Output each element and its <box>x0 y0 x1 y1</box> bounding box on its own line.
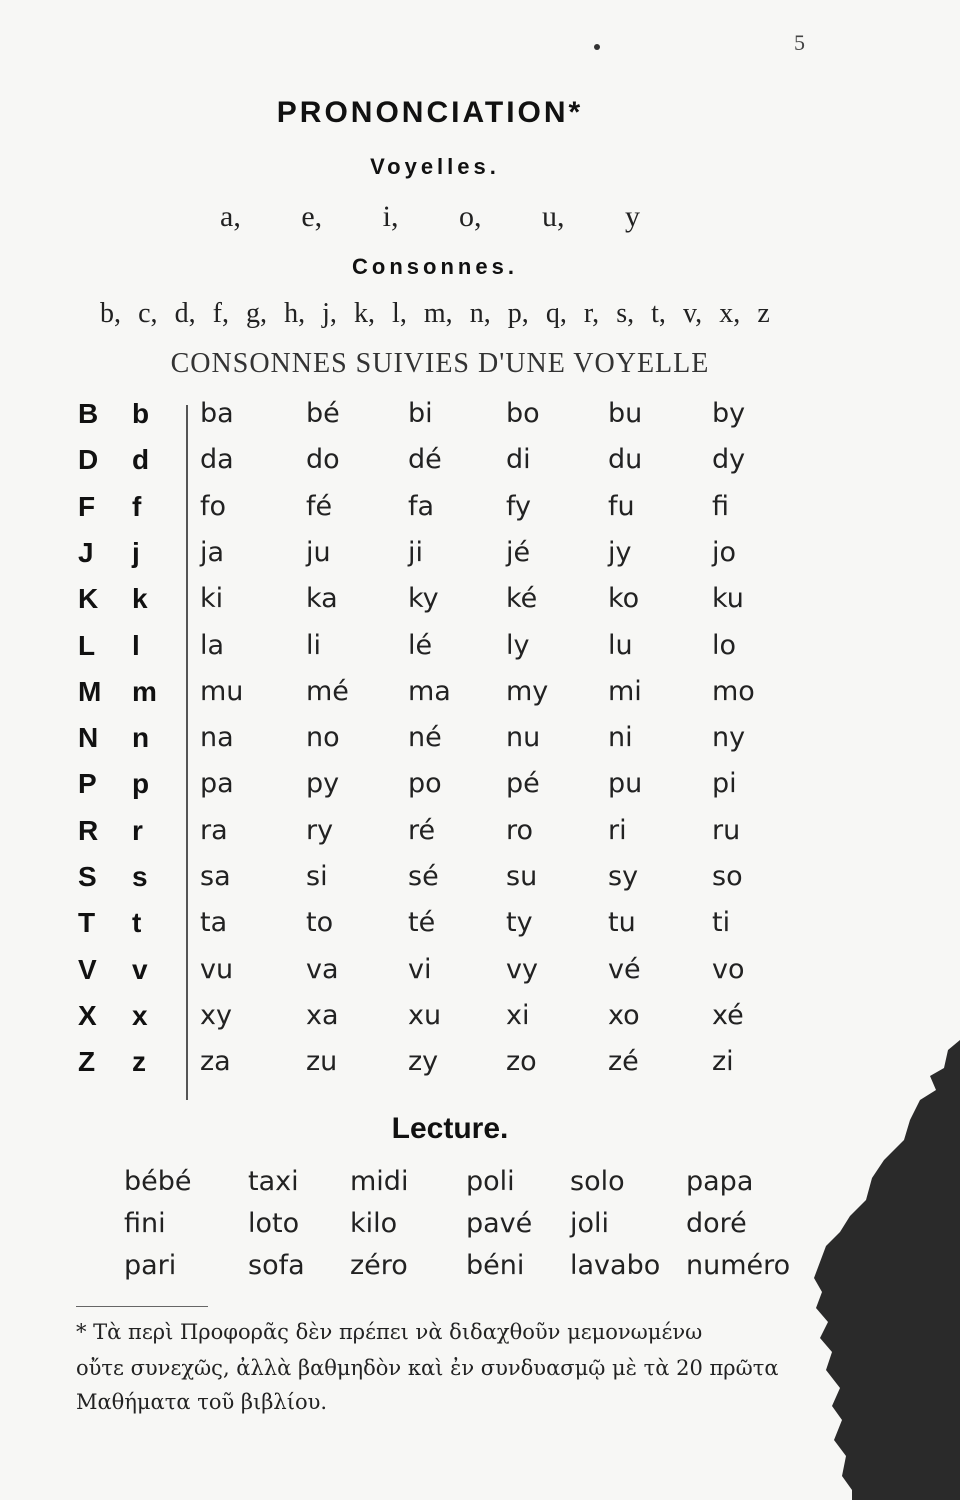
reading-word: loto <box>248 1208 300 1239</box>
footnote-line: Μαθήματα τοῦ βιβλίου. <box>76 1390 328 1414</box>
syllable: pa <box>200 768 234 800</box>
syllable: ki <box>200 583 224 615</box>
syllable: vy <box>506 953 538 985</box>
consonant: r, <box>583 298 600 329</box>
syllable: ry <box>306 814 334 846</box>
lowercase-letter: v <box>132 953 148 985</box>
syllable: su <box>506 861 538 892</box>
vowel: o, <box>459 200 482 233</box>
syllable: bi <box>408 398 433 429</box>
syllable: né <box>408 722 442 754</box>
syllable: bé <box>306 398 340 429</box>
consonant: t, <box>651 298 666 329</box>
syllable: ri <box>608 814 627 846</box>
reading-word: bébé <box>124 1166 192 1197</box>
reading-word: kilo <box>350 1208 398 1239</box>
consonant: z <box>757 298 770 329</box>
consonant: h, <box>284 298 306 329</box>
syllable: dé <box>408 444 442 476</box>
vowel: e, <box>301 200 323 233</box>
syllable: ju <box>306 536 331 568</box>
syllable: ti <box>712 907 731 939</box>
syllable: ru <box>712 814 741 846</box>
syllable: bo <box>506 398 540 429</box>
syllable: xo <box>608 999 640 1031</box>
syllable: sé <box>408 861 439 892</box>
syllable: ly <box>506 629 530 661</box>
syllable: vi <box>408 953 432 985</box>
reading-word: numéro <box>686 1250 791 1281</box>
syllable: do <box>306 444 340 476</box>
consonant: x, <box>719 298 741 329</box>
syllable: za <box>200 1046 231 1078</box>
syllable: mé <box>306 675 349 707</box>
syllable: jy <box>608 536 632 568</box>
reading-word: sofa <box>248 1250 305 1281</box>
syllable: da <box>200 444 234 476</box>
syllable: vo <box>712 953 745 985</box>
syllable: ja <box>200 536 225 568</box>
lowercase-letter: p <box>132 768 150 800</box>
syllable: ma <box>408 675 451 707</box>
syllable: pi <box>712 768 737 800</box>
consonant: l, <box>392 298 407 329</box>
footnote-line: * Τὰ περὶ Προφορᾶς δὲν πρέπει νὰ διδαχθοῦν μεμονωμένω <box>76 1320 703 1344</box>
syllable: ny <box>712 722 746 754</box>
syllable: lu <box>608 629 633 661</box>
vowel: i, <box>382 200 399 233</box>
syllable: to <box>306 907 334 939</box>
uppercase-letter: D <box>78 444 99 476</box>
page-title: PRONONCIATION* <box>276 96 584 129</box>
consonant: b, <box>100 298 121 329</box>
vowel: y <box>625 200 640 233</box>
uppercase-letter: J <box>78 536 94 568</box>
footnote-line: οὔτε συνεχῶς, ἀλλὰ βαθμηδὸν καὶ ἐν συνδυασμῷ μὲ τὰ 20 πρῶτα <box>76 1356 779 1380</box>
syllable: zi <box>712 1046 734 1078</box>
uppercase-letter: Z <box>78 1046 96 1078</box>
syllable: xy <box>200 999 232 1031</box>
vowels-heading: Voyelles. <box>370 154 500 179</box>
syllable: py <box>306 768 340 800</box>
syllable: sy <box>608 861 639 892</box>
syllable: ré <box>408 814 436 846</box>
syllable: ni <box>608 722 633 754</box>
consonant: n, <box>469 298 491 329</box>
syllable: jé <box>506 536 531 568</box>
syllable: ké <box>506 583 538 615</box>
consonants-heading: Consonnes. <box>352 254 518 279</box>
lowercase-letter: z <box>132 1046 146 1078</box>
reading-word: lavabo <box>570 1250 661 1281</box>
syllable: po <box>408 768 442 800</box>
syllable: na <box>200 722 234 754</box>
lowercase-letter: l <box>132 629 140 661</box>
lowercase-letter: k <box>132 583 148 615</box>
syllable: vu <box>200 953 234 985</box>
vowel: a, <box>220 200 241 233</box>
uppercase-letter: L <box>78 629 96 661</box>
syllable: fa <box>408 490 435 522</box>
lowercase-letter: m <box>132 675 157 707</box>
lowercase-letter: j <box>132 536 140 568</box>
consonant: v, <box>683 298 703 329</box>
uppercase-letter: M <box>78 675 102 707</box>
consonant: g, <box>246 298 268 329</box>
lowercase-letter: s <box>132 861 148 892</box>
lowercase-letter: f <box>132 490 142 522</box>
syllable: my <box>506 675 549 707</box>
reading-word: doré <box>686 1208 747 1239</box>
syllable: ka <box>306 583 338 615</box>
syllable: xu <box>408 999 442 1031</box>
syllable: fy <box>506 490 532 522</box>
page-number: 5 <box>794 30 805 55</box>
syllable: mi <box>608 675 642 707</box>
syllable: xé <box>712 999 744 1031</box>
syllable: ra <box>200 814 228 846</box>
syllable: fi <box>712 490 730 522</box>
consonant: q, <box>545 298 567 329</box>
uppercase-letter: T <box>78 907 96 939</box>
syllable: di <box>506 444 531 476</box>
reading-word: papa <box>686 1166 754 1197</box>
uppercase-letter: R <box>78 814 99 846</box>
lowercase-letter: n <box>132 722 150 754</box>
syllable: zy <box>408 1046 439 1078</box>
lowercase-letter: b <box>132 398 150 429</box>
consonant: c, <box>138 298 158 329</box>
lowercase-letter: d <box>132 444 150 476</box>
consonant: d, <box>174 298 196 329</box>
syllable: ji <box>408 536 424 568</box>
vowel: u, <box>542 200 565 233</box>
syllable: pé <box>506 768 540 800</box>
syllable: sa <box>200 861 231 892</box>
syllable: mu <box>200 675 244 707</box>
syllable: pu <box>608 768 643 800</box>
syllable: ro <box>506 814 534 846</box>
syllable: xa <box>306 999 339 1031</box>
syllable: zé <box>608 1046 639 1078</box>
uppercase-letter: X <box>78 999 97 1031</box>
syllable: xi <box>506 999 530 1031</box>
lowercase-letter: r <box>132 814 143 846</box>
reading-word: pavé <box>466 1208 533 1239</box>
reading-word: taxi <box>248 1166 299 1197</box>
syllable: mo <box>712 675 755 707</box>
syllable: bu <box>608 398 643 429</box>
consonant: s, <box>616 298 635 329</box>
uppercase-letter: F <box>78 490 96 522</box>
syllable: si <box>306 861 328 892</box>
syllable: dy <box>712 444 746 476</box>
lowercase-letter: t <box>132 907 142 939</box>
uppercase-letter: V <box>78 953 97 985</box>
syllable: fé <box>306 490 333 522</box>
syllable: va <box>306 953 339 985</box>
syllable: no <box>306 722 340 754</box>
syllable: du <box>608 444 643 476</box>
syllable: fu <box>608 490 635 522</box>
consonant: f, <box>212 298 229 329</box>
consonant: j, <box>322 298 337 329</box>
syllable: jo <box>712 536 737 568</box>
syllable: té <box>408 907 436 939</box>
reading-heading: Lecture. <box>391 1112 509 1145</box>
uppercase-letter: B <box>78 398 99 429</box>
consonant: p, <box>507 298 529 329</box>
syllables-heading: CONSONNES SUIVIES D'UNE VOYELLE <box>170 348 710 379</box>
syllable: fo <box>200 490 227 522</box>
syllable: ba <box>200 398 234 429</box>
uppercase-letter: P <box>78 768 97 800</box>
uppercase-letter: N <box>78 722 99 754</box>
syllable: ko <box>608 583 640 615</box>
syllable: la <box>200 629 225 661</box>
reading-word: joli <box>570 1208 610 1239</box>
syllable: vé <box>608 953 641 985</box>
syllable: by <box>712 398 746 429</box>
syllable: ku <box>712 583 744 615</box>
lowercase-letter: x <box>132 999 148 1031</box>
consonant: m, <box>423 298 453 329</box>
syllable: lo <box>712 629 737 661</box>
reading-word: pari <box>124 1250 177 1281</box>
syllable: zo <box>506 1046 537 1078</box>
reading-word: béni <box>466 1250 525 1281</box>
uppercase-letter: S <box>78 861 97 892</box>
reading-word: fini <box>124 1208 166 1239</box>
syllable: zu <box>306 1046 338 1078</box>
uppercase-letter: K <box>78 583 99 615</box>
reading-word: zéro <box>350 1250 408 1281</box>
syllable: ty <box>506 907 533 939</box>
reading-word: solo <box>570 1166 625 1197</box>
syllable: ky <box>408 583 439 615</box>
reading-word: poli <box>466 1166 515 1197</box>
syllable: so <box>712 861 743 892</box>
consonant: k, <box>353 298 375 329</box>
syllable: tu <box>608 907 636 939</box>
syllable: nu <box>506 722 541 754</box>
syllable: li <box>306 629 322 661</box>
syllable: ta <box>200 907 228 939</box>
reading-word: midi <box>350 1166 409 1197</box>
syllable: lé <box>408 629 433 661</box>
